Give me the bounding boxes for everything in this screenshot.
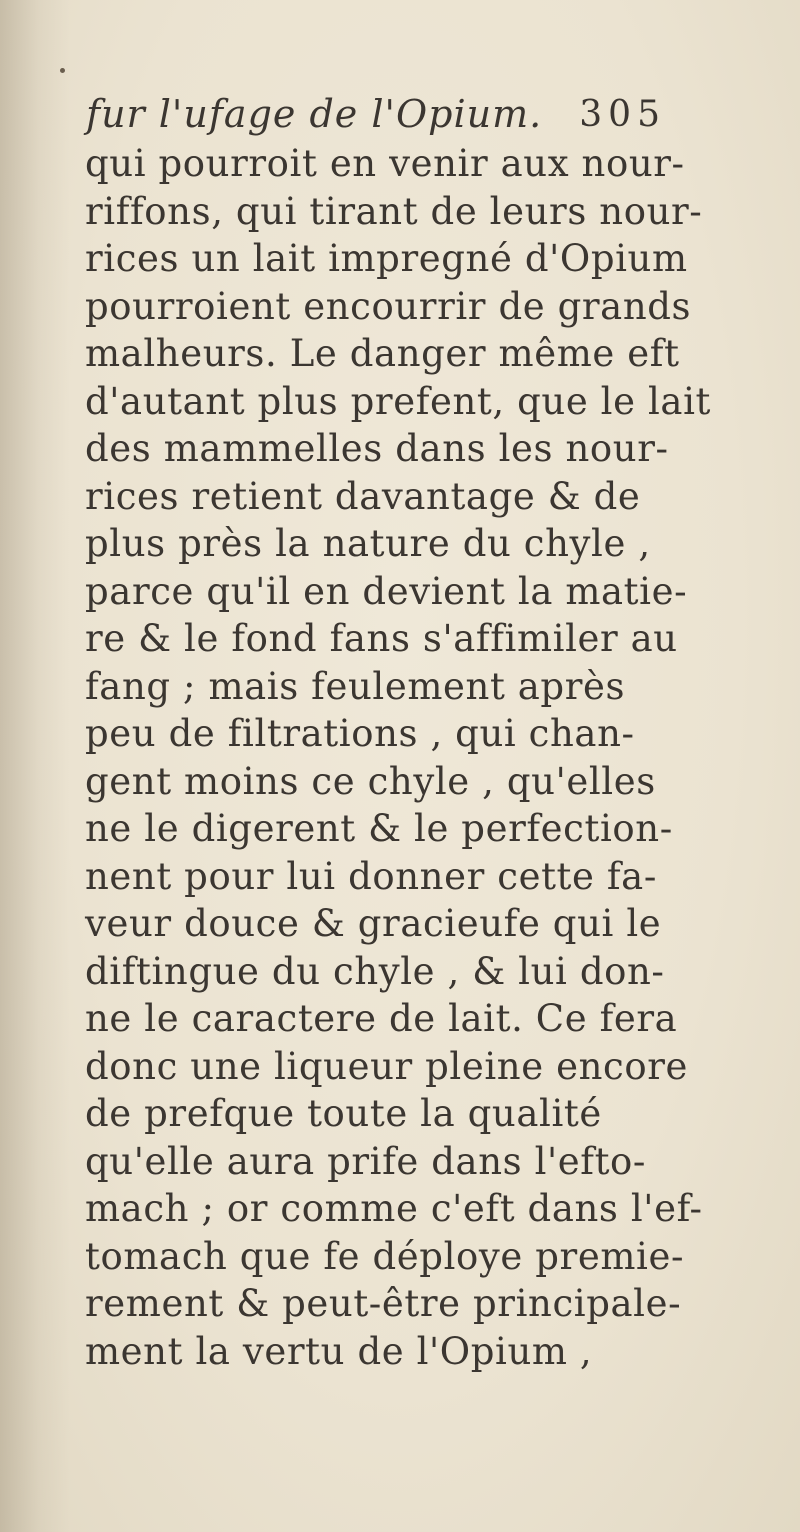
ink-speck (60, 68, 65, 73)
text-line: des mammelles dans les nour- (85, 427, 669, 470)
text-line: malheurs. Le danger même eft (85, 332, 680, 375)
text-line: ne le digerent & le perfection- (85, 807, 673, 850)
text-line: peu de filtrations , qui chan- (85, 712, 635, 755)
text-line: veur douce & gracieufe qui le (85, 902, 662, 945)
text-line: qui pourroit en venir aux nour- (85, 142, 685, 185)
text-line: nent pour lui donner cette fa- (85, 854, 657, 898)
text-line: mach ; or comme c'eft dans l'ef- (85, 1187, 703, 1230)
running-title: fur l'ufage de l'Opium. (86, 92, 543, 136)
text-line: de prefque toute la qualité (85, 1092, 602, 1135)
text-line: qu'elle aura prife dans l'efto- (85, 1139, 647, 1183)
body-text (85, 140, 711, 1375)
text-line: rices retient davantage & de (85, 474, 641, 518)
text-line: ne le caractere de lait. Ce fera (85, 997, 678, 1040)
text-line: rices un lait impregné d'Opium (85, 237, 688, 280)
text-line: rement & peut-être principale- (85, 1282, 682, 1325)
text-line: tomach que fe déploye premie- (85, 1234, 685, 1278)
text-line: diftingue du chyle , & lui don- (85, 949, 665, 993)
text-line: pourroient encourrir de grands (85, 284, 692, 328)
text-line: riffons, qui tirant de leurs nour- (85, 189, 703, 233)
text-line: plus près la nature du chyle , (85, 522, 651, 565)
spine-shadow (0, 0, 70, 1532)
page-number: 305 (579, 94, 666, 135)
text-line: fang ; mais feulement après (85, 664, 626, 708)
text-line: d'autant plus prefent, que le lait (85, 379, 711, 423)
text-line: ment la vertu de l'Opium , (85, 1329, 593, 1373)
text-line: donc une liqueur pleine encore (85, 1044, 688, 1088)
text-line: re & le fond fans s'affimiler au (85, 617, 678, 660)
page-header (86, 92, 666, 142)
text-line: gent moins ce chyle , qu'elles (85, 759, 656, 803)
text-line: parce qu'il en devient la matie- (85, 569, 688, 613)
